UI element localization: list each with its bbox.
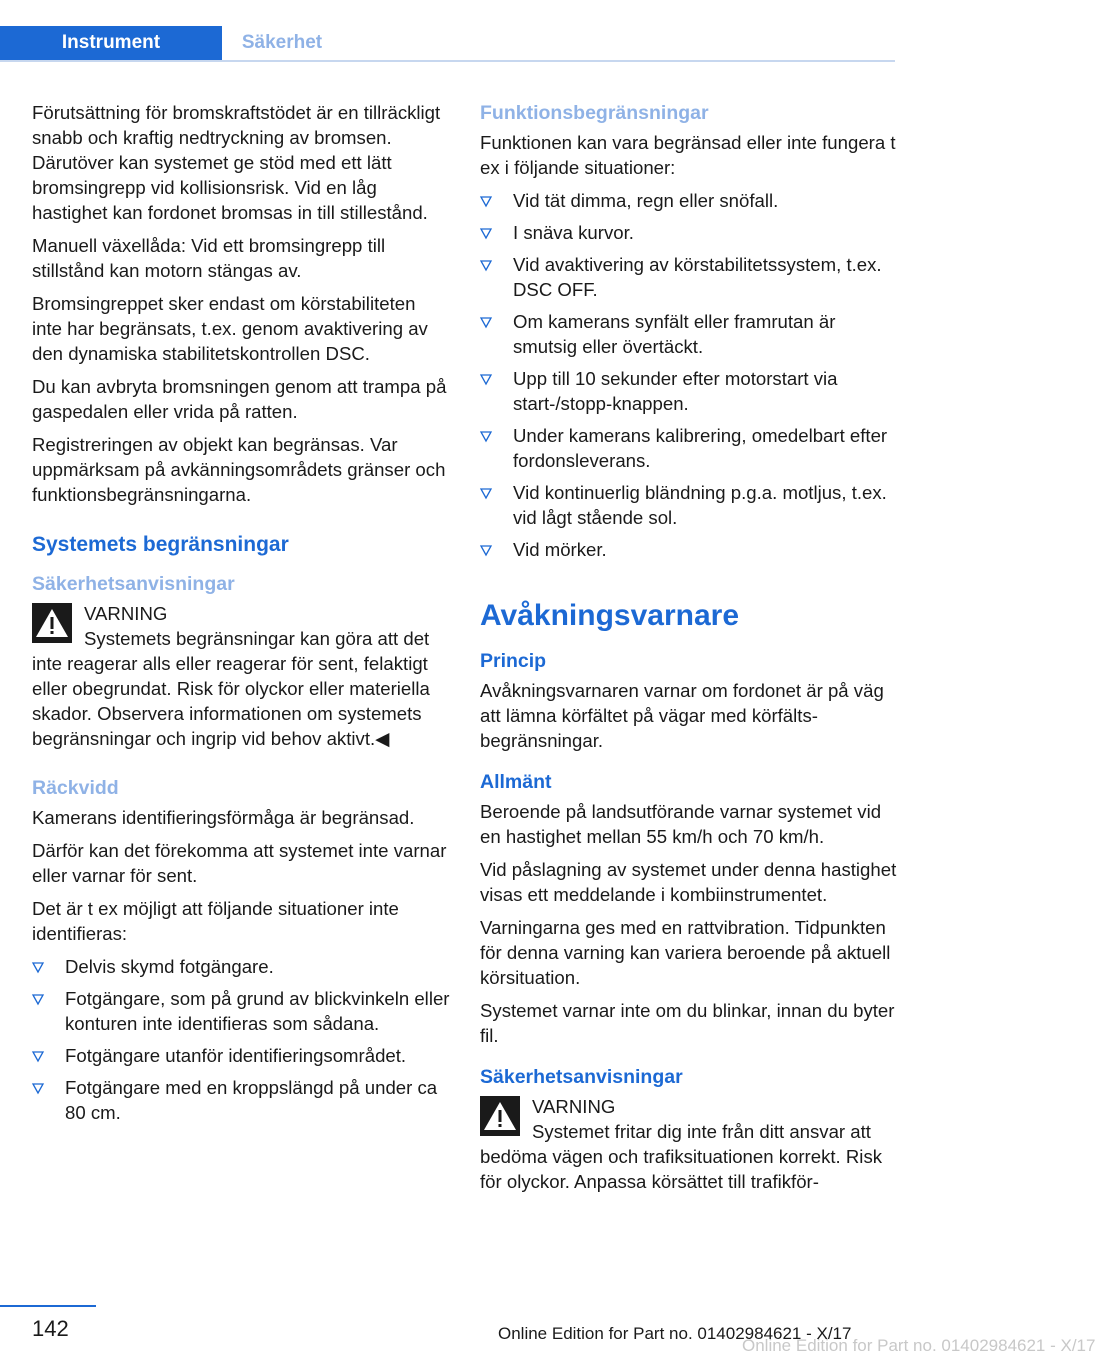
warning-title: VARNING [532,1096,616,1117]
list-item [32,986,450,1036]
function-limits-list [480,188,898,562]
heading-safety-notes-2: Säkerhetsanvisningar [480,1066,683,1088]
list-item [480,480,898,530]
tab-sakerhet[interactable]: Säkerhet [241,32,323,53]
list-item-text: Vid kontinuerlig bländning p.g.a. motljus, t.ex. vid lågt stående sol. [513,482,887,528]
list-item-text: Fotgängare utanför identifieringsområdet. [65,1045,407,1066]
warning-title: VARNING [84,603,168,624]
list-item [32,954,450,979]
page-number: 142 [32,1316,69,1341]
left-column [32,100,450,1135]
list-item [32,1043,450,1068]
right-column [480,100,898,1202]
list-item-text: I snäva kurvor. [513,222,634,243]
warning-text: Systemet fritar dig inte från ditt ansvar att bedöma vägen och trafiksituationen korrekt. Risk för olyckor. Anpassa körsättet till trafikför- [480,1121,883,1192]
warning-block [32,601,450,751]
heading-lane-departure-warning: Avåkningsvarnare [480,599,740,632]
list-item [480,423,898,473]
paragraph: Avåkningsvarnaren varnar om fordonet är på väg att lämna körfältet på vägar med körfältsbegränsningar. [480,680,884,751]
triangle-bullet-icon [480,252,494,271]
paragraph: Du kan avbryta bromsningen genom att trampa på gaspedalen eller vrida på ratten. [32,376,447,422]
paragraph: Registreringen av objekt kan begränsas. Var uppmärksam på avkänningsområdets gränser och funktionsbegränsningarna. [32,434,446,505]
list-item-text: Vid tät dimma, regn eller snöfall. [513,190,779,211]
list-item [480,366,898,416]
chapter-tabs [0,26,895,60]
warning-triangle-icon [480,1096,520,1136]
watermark: Online Edition for Part no. 01402984621 - X/17 [742,1336,1095,1355]
paragraph: Kamerans identifieringsförmåga är begränsad. [32,807,415,828]
paragraph: Bromsingreppet sker endast om körstabiliteten inte har begränsats, t.ex. genom avaktivering av den dynamiska stabilitetskontrollen DSC. [32,293,428,364]
paragraph: Det är t ex möjligt att följande situationer inte identifieras: [32,898,399,944]
heading-general: Allmänt [480,771,552,793]
list-item-text: Fotgängare med en kroppslängd på under ca 80 cm. [65,1077,438,1123]
warning-block [480,1094,898,1194]
list-item-text: Upp till 10 sekunder efter motorstart via start-/stopp-knappen. [513,368,838,414]
heading-system-limits: Systemets begränsningar [32,533,289,556]
heading-safety-notes: Säkerhetsanvisningar [32,573,235,595]
triangle-bullet-icon [480,537,494,556]
heading-principle: Princip [480,650,547,672]
heading-range: Räckvidd [32,777,119,799]
list-item [480,537,898,562]
triangle-bullet-icon [32,1075,46,1094]
list-item-text: Vid mörker. [513,539,607,560]
triangle-bullet-icon [480,423,494,442]
footer-rule [0,1305,96,1307]
triangle-bullet-icon [32,986,46,1005]
list-item-text: Om kamerans synfält eller framrutan är smutsig eller övertäckt. [513,311,836,357]
triangle-bullet-icon [480,309,494,328]
paragraph: Systemet varnar inte om du blinkar, innan du byter fil. [480,1000,895,1046]
list-item-text: Under kamerans kalibrering, omedelbart efter fordonsleverans. [513,425,888,471]
paragraph: Vid påslagning av systemet under denna hastighet visas ett meddelande i kombiinstrumentet. [480,859,897,905]
paragraph: Manuell växellåda: Vid ett bromsingrepp till stillstånd kan motorn stängas av. [32,235,386,281]
list-item [480,309,898,359]
warning-triangle-icon [32,603,72,643]
paragraph: Därför kan det förekomma att systemet inte varnar eller varnar för sent. [32,840,447,886]
tab-instrument[interactable]: Instrument [0,26,222,60]
paragraph: Varningarna ges med en rattvibration. Tidpunkten för denna varning kan variera beroende på aktuell körsituation. [480,917,891,988]
paragraph: Beroende på landsutförande varnar systemet vid en hastighet mellan 55 km/h och 70 km/h. [480,801,882,847]
triangle-bullet-icon [480,220,494,239]
triangle-bullet-icon [480,366,494,385]
list-item [480,188,898,213]
edition-note: Online Edition for Part no. 01402984621 - X/17 [498,1324,852,1343]
list-item-text: Vid avaktivering av körstabilitetssystem, t.ex. DSC OFF. [513,254,882,300]
triangle-bullet-icon [32,1043,46,1062]
triangle-bullet-icon [32,954,46,973]
list-item-text: Delvis skymd fotgängare. [65,956,274,977]
range-list [32,954,450,1125]
triangle-bullet-icon [480,188,494,207]
paragraph: Funktionen kan vara begränsad eller inte fungera t ex i följande situationer: [480,132,896,178]
list-item [32,1075,450,1125]
list-item [480,220,898,245]
triangle-bullet-icon [480,480,494,499]
paragraph: Förutsättning för bromskraftstödet är en tillräckligt snabb och kraftig nedtryckning av bromsen. Därutöver kan systemet ge stöd med ett lätt bromsingrepp vid kollisionsrisk. Vid en låg hastighet kan fordonet bromsas in till stillestånd. [32,102,441,223]
list-item [480,252,898,302]
heading-function-limits: Funktionsbegränsningar [480,102,709,124]
header-rule [0,60,895,62]
list-item-text: Fotgängare, som på grund av blickvinkeln eller konturen inte identifieras som sådana. [65,988,450,1034]
warning-text: Systemets begränsningar kan göra att det inte reagerar alls eller reagerar för sent, felaktigt eller obegrundat. Risk för olyckor eller materiella skador. Observera informationen om systemets begränsningar och ingrip vid behov aktivt.◀ [32,628,430,749]
